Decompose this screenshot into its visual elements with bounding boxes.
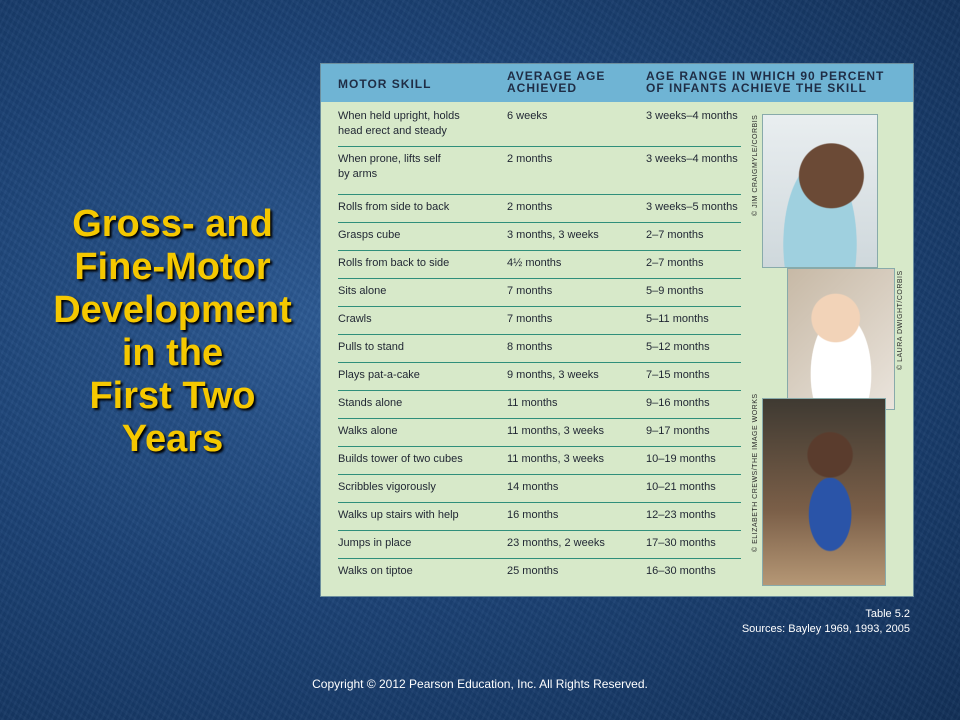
title-line: Years (121, 418, 224, 460)
row-divider (338, 474, 741, 475)
skill-text: Sits alone (338, 285, 387, 297)
header-motor-skill: MOTOR SKILL (338, 77, 432, 91)
header-age-range-line2: OF INFANTS ACHIEVE THE SKILL (646, 81, 867, 95)
slide-title (30, 203, 315, 461)
row-divider (338, 278, 741, 279)
cell-age-range: 12–23 months (646, 509, 716, 521)
cell-average-age: 14 months (507, 481, 559, 493)
skill-text: Stands alone (338, 397, 403, 409)
cell-motor-skill (338, 536, 488, 551)
cell-motor-skill (338, 340, 488, 355)
photo-toddler-walking (762, 398, 886, 586)
cell-average-age: 11 months (507, 397, 558, 409)
table-header (321, 64, 913, 102)
skill-text: Scribbles vigorously (338, 481, 436, 493)
caption-table-number: Table 5.2 (865, 608, 910, 620)
cell-motor-skill (338, 284, 488, 299)
skill-text: Walks up stairs with help (338, 509, 459, 521)
cell-age-range: 10–19 months (646, 453, 716, 465)
cell-age-range: 7–15 months (646, 369, 710, 381)
cell-age-range: 2–7 months (646, 229, 704, 241)
cell-average-age: 11 months, 3 weeks (507, 425, 605, 437)
cell-motor-skill (338, 480, 488, 495)
skill-text: When held upright, holds (338, 110, 460, 122)
cell-motor-skill (338, 508, 488, 523)
cell-average-age: 23 months, 2 weeks (507, 537, 605, 549)
skill-text-continued: by arms (338, 168, 378, 180)
cell-age-range: 3 weeks–5 months (646, 201, 738, 213)
skill-text: Plays pat-a-cake (338, 369, 420, 381)
cell-motor-skill (338, 564, 488, 579)
cell-motor-skill (338, 368, 488, 383)
skill-text: Rolls from back to side (338, 257, 450, 269)
cell-average-age: 2 months (507, 201, 553, 213)
cell-average-age: 4½ months (507, 257, 562, 269)
cell-motor-skill (338, 256, 488, 271)
cell-motor-skill (338, 452, 488, 467)
cell-age-range: 9–16 months (646, 397, 710, 409)
header-age-range (646, 70, 906, 94)
photo-toddler-scribbling (787, 268, 895, 410)
cell-average-age: 16 months (507, 509, 559, 521)
header-average-age (507, 70, 637, 94)
skill-text: Walks alone (338, 425, 398, 437)
skill-text: Jumps in place (338, 537, 412, 549)
cell-average-age: 25 months (507, 565, 559, 577)
skill-text: Rolls from side to back (338, 201, 450, 213)
header-average-age-line2: ACHIEVED (507, 81, 578, 95)
row-divider (338, 334, 741, 335)
cell-age-range: 5–9 months (646, 285, 704, 297)
skill-text: Walks on tiptoe (338, 565, 413, 577)
row-divider (338, 362, 741, 363)
cell-average-age: 7 months (507, 313, 553, 325)
cell-average-age: 11 months, 3 weeks (507, 453, 605, 465)
skill-text: Crawls (338, 313, 372, 325)
cell-average-age: 3 months, 3 weeks (507, 229, 599, 241)
skill-text: When prone, lifts self (338, 153, 441, 165)
header-average-age-line1: AVERAGE AGE (507, 69, 606, 83)
row-divider (338, 222, 741, 223)
cell-average-age: 9 months, 3 weeks (507, 369, 599, 381)
cell-average-age: 7 months (507, 285, 553, 297)
cell-average-age: 2 months (507, 153, 553, 165)
cell-motor-skill (338, 424, 488, 439)
copyright-notice: Copyright © 2012 Pearson Education, Inc. All Rights Reserved. (312, 677, 648, 691)
cell-motor-skill (338, 200, 488, 215)
row-divider (338, 146, 741, 147)
photo-credit: © ELIZABETH CREWS/THE IMAGE WORKS (752, 393, 759, 552)
title-line: First Two (89, 375, 256, 417)
row-divider (338, 530, 741, 531)
row-divider (338, 390, 741, 391)
photo-infant-crawling (762, 114, 878, 268)
cell-age-range: 5–12 months (646, 341, 710, 353)
cell-average-age: 6 weeks (507, 110, 548, 122)
photo-credit: © LAURA DWIGHT/CORBIS (897, 270, 904, 370)
cell-age-range: 16–30 months (646, 565, 716, 577)
cell-average-age: 8 months (507, 341, 553, 353)
cell-motor-skill (338, 312, 488, 327)
cell-age-range: 10–21 months (646, 481, 716, 493)
header-age-range-line1: AGE RANGE IN WHICH 90 PERCENT (646, 69, 885, 83)
title-line: Gross- and (72, 203, 273, 245)
cell-age-range: 2–7 months (646, 257, 704, 269)
skill-text-continued: head erect and steady (338, 125, 447, 137)
photo-credit: © JIM CRAIGMYLE/CORBIS (752, 114, 759, 216)
cell-motor-skill (338, 396, 488, 411)
skill-text: Grasps cube (338, 229, 401, 241)
table-caption (742, 607, 910, 637)
title-line: in the (121, 332, 224, 374)
row-divider (338, 250, 741, 251)
row-divider (338, 418, 741, 419)
row-divider (338, 306, 741, 307)
row-divider (338, 194, 741, 195)
skill-text: Pulls to stand (338, 341, 405, 353)
cell-motor-skill (338, 152, 488, 182)
motor-skills-table (320, 63, 914, 597)
cell-age-range: 5–11 months (646, 313, 709, 325)
row-divider (338, 558, 741, 559)
cell-age-range: 17–30 months (646, 537, 716, 549)
title-line: Fine-Motor (74, 246, 271, 288)
skill-text: Builds tower of two cubes (338, 453, 463, 465)
cell-motor-skill (338, 228, 488, 243)
cell-motor-skill (338, 109, 488, 139)
title-line: Development (53, 289, 292, 331)
row-divider (338, 502, 741, 503)
row-divider (338, 446, 741, 447)
caption-sources: Sources: Bayley 1969, 1993, 2005 (741, 623, 910, 635)
cell-age-range: 3 weeks–4 months (646, 110, 738, 122)
cell-age-range: 3 weeks–4 months (646, 153, 738, 165)
cell-age-range: 9–17 months (646, 425, 710, 437)
